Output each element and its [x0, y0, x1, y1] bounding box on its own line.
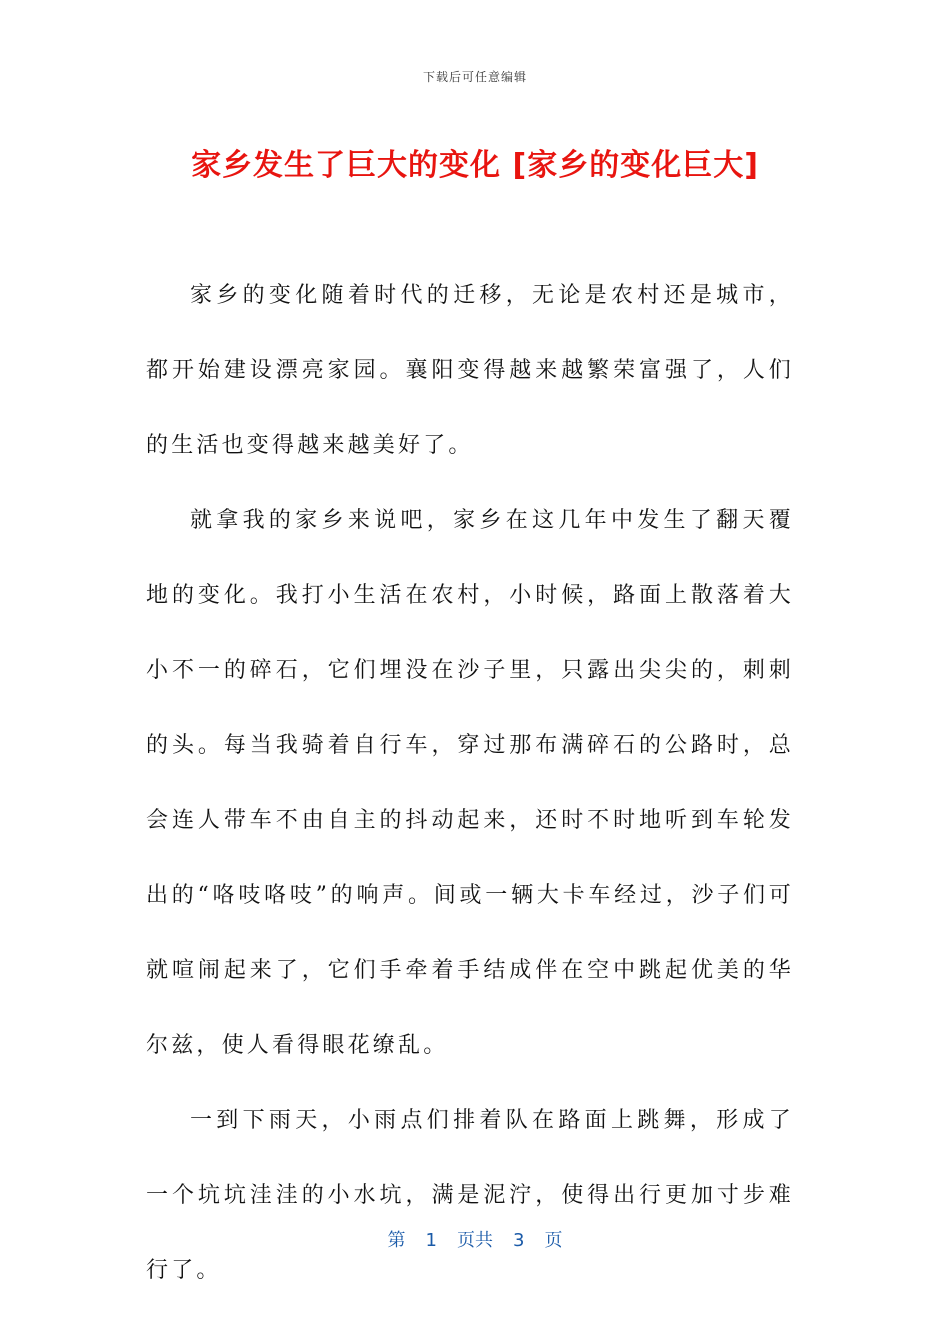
document-title: 家乡发生了巨大的变化 [家乡的变化巨大]: [191, 148, 759, 183]
total-pages-number: 3: [513, 1230, 525, 1251]
header-note: 下载后可任意编辑: [422, 70, 527, 84]
page-label-prefix: 第: [387, 1230, 406, 1251]
page-label-suffix: 页: [544, 1230, 563, 1251]
page-footer: [0, 1226, 950, 1252]
document-body: [146, 258, 794, 1308]
paragraph: 家乡的变化随着时代的迁移，无论是农村还是城市，都开始建设漂亮家园。襄阳变得越来越繁荣富强了，人们的生活也变得越来越美好了。: [146, 283, 794, 458]
current-page-number: 1: [425, 1230, 437, 1251]
paragraph: 就拿我的家乡来说吧，家乡在这几年中发生了翻天覆地的变化。我打小生活在农村，小时候，路面上散落着大小不一的碎石，它们埋没在沙子里，只露出尖尖的，刺刺的头。每当我骑着自行车，穿过那布满碎石的公路时，总会连人带车不由自主的抖动起来，还时不时地听到车轮发出的“咯吱咯吱”的响声。间或一辆大卡车经过，沙子们可就喧闹起来了，它们手牵着手结成伴在空中跳起优美的华尔兹，使人看得眼花缭乱。: [146, 508, 794, 1058]
paragraph: 一到下雨天，小雨点们排着队在路面上跳舞，形成了一个坑坑洼洼的小水坑，满是泥泞，使得出行更加寸步难行了。: [146, 1108, 794, 1283]
page-label-mid: 页共: [457, 1230, 493, 1251]
